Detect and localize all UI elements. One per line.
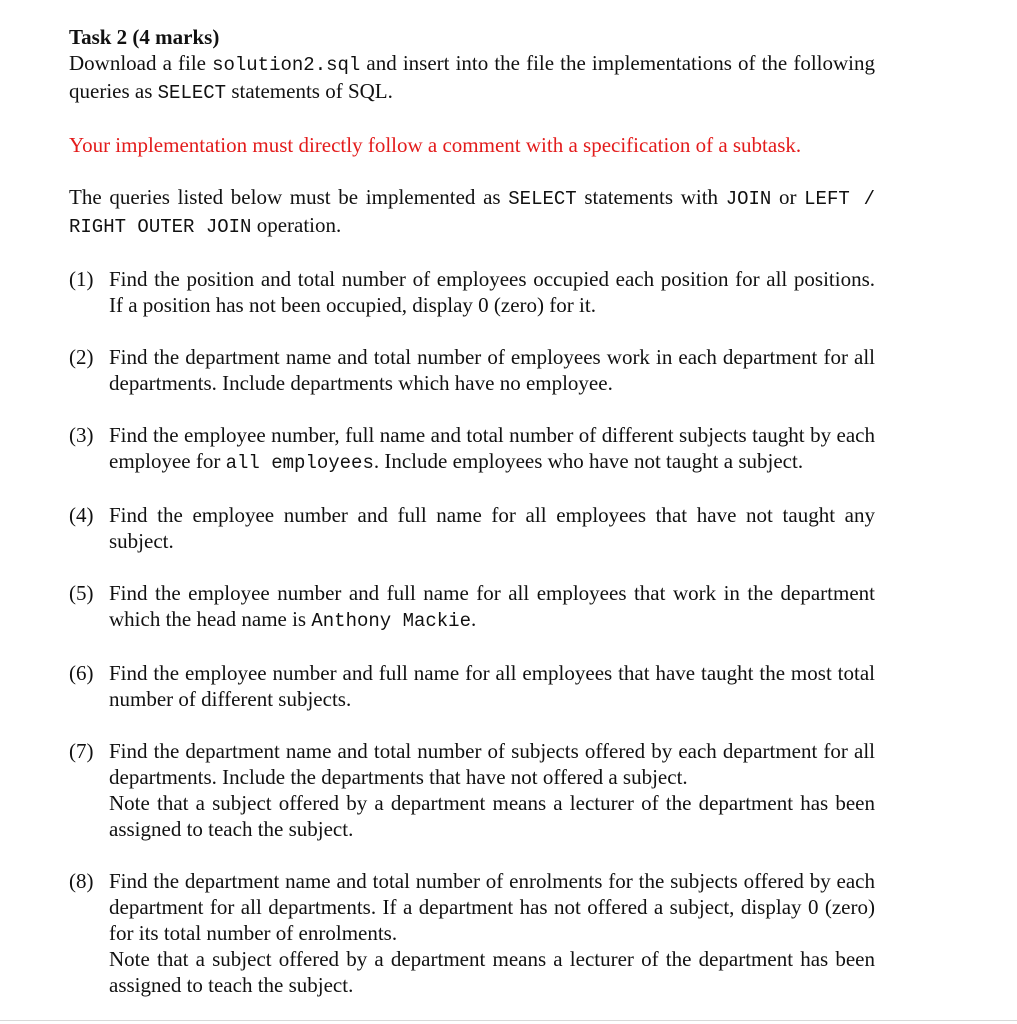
join-text-1: The queries listed below must be implemented as [69,185,509,209]
join-text-2: statements with [576,185,726,209]
query-text: Find the employee number and full name for all employees that have not taught any subject. [109,503,875,553]
query-text: Find the department name and total number of employees work in each department for all departments. Include departments which have no employee. [109,345,875,395]
query-list [69,266,875,998]
query-item-7 [69,738,875,842]
query-number: (6) [69,661,94,685]
all-employees-code: all employees [225,452,374,474]
intro-paragraph [69,50,875,106]
task-document [69,24,875,998]
join-text-4: operation. [251,213,342,237]
query-item-5 [69,580,875,634]
query-item-3 [69,422,875,476]
query-item-1 [69,266,875,318]
query-number: (2) [69,345,94,369]
warning-text: Your implementation must directly follow a comment with a specification of a subtask. [69,133,802,157]
query-number: (4) [69,503,94,527]
query-text-part-2: . [471,607,477,631]
select-keyword: SELECT [157,82,227,104]
query-text-part-2: . Include employees who have not taught a subject. [373,449,804,473]
select-keyword-2: SELECT [508,188,577,210]
solution-file-name: solution2.sql [212,54,361,76]
intro-text-1: Download a file [69,51,213,75]
task-title: Task 2 (4 marks) [69,25,220,49]
query-text-part-1: Find the employee number, full name and total number of different subjects taught by each employee for [109,423,875,473]
page-bottom-divider [0,1020,1017,1021]
intro-text-2: and insert into the file the implementations of the following queries as [69,51,875,103]
join-text-3: or [771,185,805,209]
join-keyword: JOIN [725,188,772,210]
query-text: Find the employee number and full name for all employees that have taught the most total number of different subjects. [109,661,875,711]
query-item-6 [69,660,875,712]
query-text-part-1: Find the employee number and full name for all employees that work in the department which the head name is [109,581,875,631]
query-text: Find the position and total number of employees occupied each position for all positions. If a position has not been occupied, display 0 (zero) for it. [109,267,875,317]
query-text: Find the department name and total number of enrolments for the subjects offered by each department for all departments. If a department has not offered a subject, display 0 (zero) for its total number of enrolments. [109,869,875,945]
join-requirement-paragraph [69,184,875,240]
query-item-4 [69,502,875,554]
outer-join-keyword: LEFT / RIGHT OUTER JOIN [69,188,875,238]
query-number: (7) [69,739,94,763]
query-item-2 [69,344,875,396]
head-name-code: Anthony Mackie [311,610,471,632]
query-number: (5) [69,581,94,605]
query-note: Note that a subject offered by a department means a lecturer of the department has been assigned to teach the subject. [109,947,875,997]
query-number: (8) [69,869,94,893]
query-note: Note that a subject offered by a department means a lecturer of the department has been assigned to teach the subject. [109,791,875,841]
query-number: (3) [69,423,94,447]
query-item-8 [69,868,875,998]
query-text: Find the department name and total number of subjects offered by each department for all departments. Include the departments that have not offered a subject. [109,739,875,789]
query-number: (1) [69,267,94,291]
intro-text-3: statements of SQL. [226,79,393,103]
